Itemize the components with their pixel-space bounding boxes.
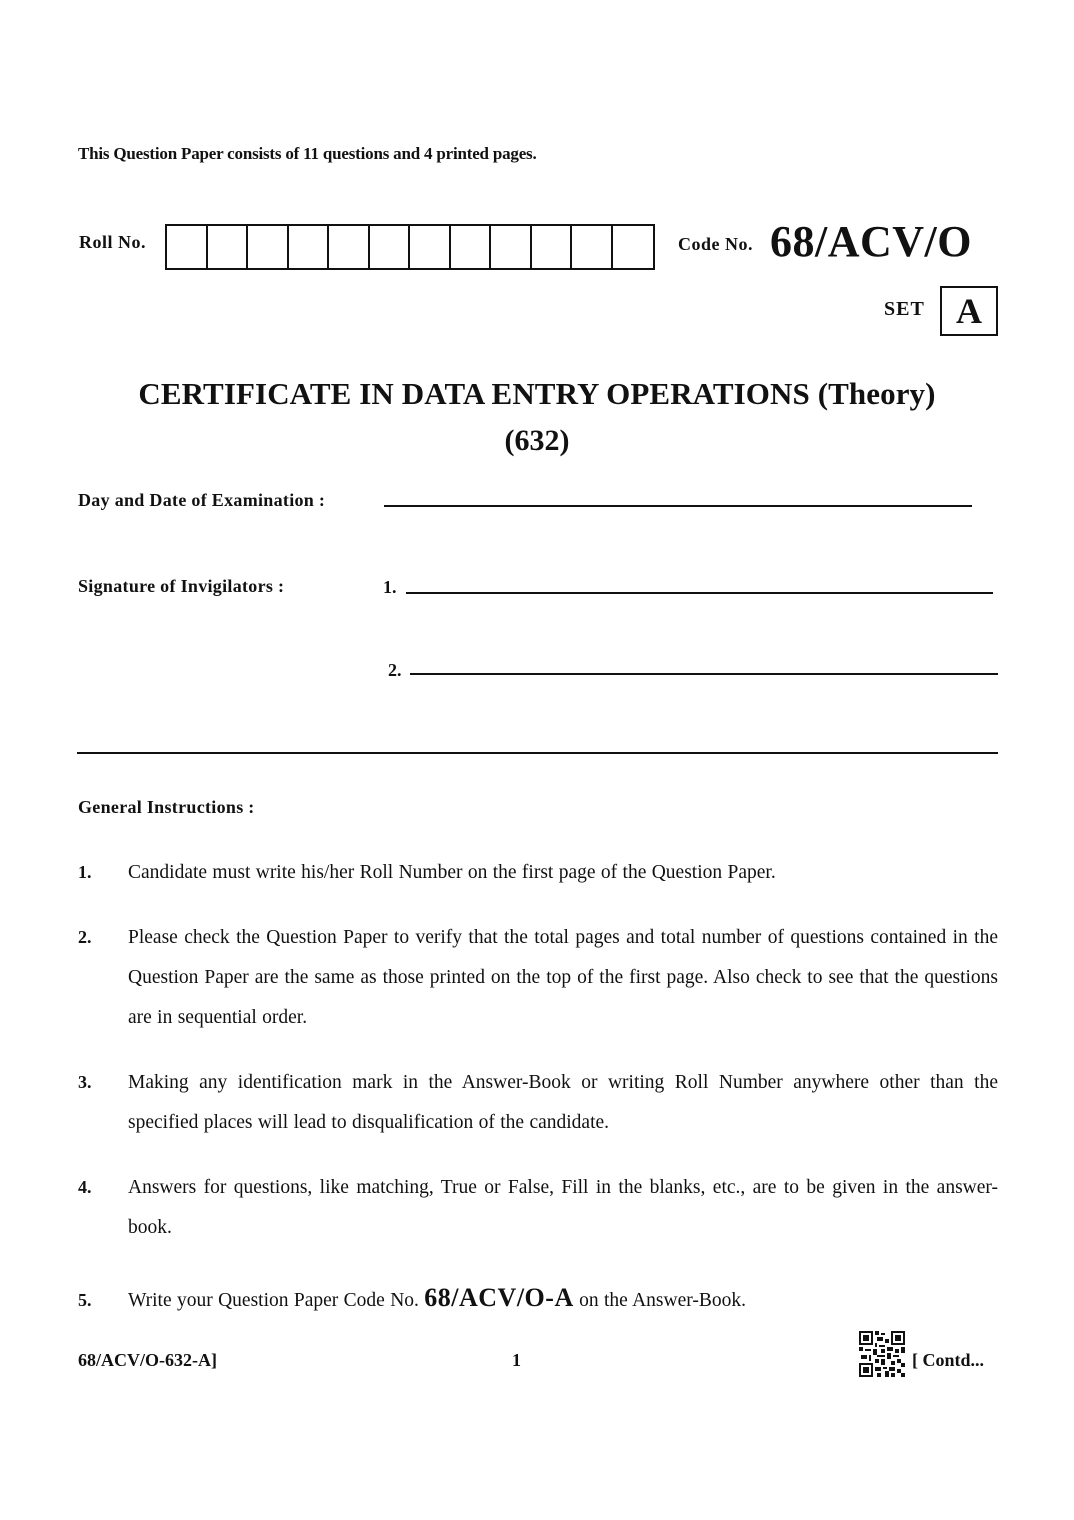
instructions-heading: General Instructions :: [78, 797, 255, 817]
set-label: SET: [884, 298, 925, 320]
code-no-label: Code No.: [678, 234, 753, 254]
answer-book-code: 68/ACV/O-A: [424, 1283, 574, 1312]
instruction-text: Candidate must write his/her Roll Number on the first page of the Question Paper.: [128, 862, 776, 883]
signature-2-line[interactable]: [410, 673, 998, 675]
roll-no-box[interactable]: [451, 226, 492, 268]
instruction-number: 3.: [78, 1072, 92, 1092]
roll-no-box[interactable]: [572, 226, 613, 268]
qr-code-icon: [859, 1331, 905, 1377]
roll-no-box[interactable]: [370, 226, 411, 268]
instruction-number: 4.: [78, 1177, 92, 1197]
exam-subject-code: (632): [504, 424, 570, 457]
invigilator-signature-label: Signature of Invigilators :: [78, 576, 285, 596]
section-divider: [77, 752, 998, 754]
set-value-box: A: [940, 286, 998, 336]
signature-1-number: 1.: [383, 577, 397, 597]
roll-no-box[interactable]: [532, 226, 573, 268]
instruction-text: Making any identification mark in the Answer-Book or writing Roll Number anywhere other than the specified places will lead to disqualification of the candidate.: [128, 1072, 998, 1133]
paper-info-note: This Question Paper consists of 11 questions and 4 printed pages.: [78, 144, 537, 163]
instruction-number: 5.: [78, 1290, 92, 1310]
instruction-text: [128, 1278, 998, 1321]
roll-no-label: Roll No.: [79, 232, 146, 252]
roll-no-box[interactable]: [329, 226, 370, 268]
signature-1-line[interactable]: [406, 592, 993, 594]
roll-no-box[interactable]: [491, 226, 532, 268]
instruction-number: 2.: [78, 927, 92, 947]
signature-2-number: 2.: [388, 660, 402, 680]
continued-marker: [ Contd...: [912, 1350, 985, 1370]
roll-no-box[interactable]: [289, 226, 330, 268]
footer-paper-code: 68/ACV/O-632-A]: [78, 1350, 217, 1370]
roll-no-boxes[interactable]: [165, 224, 655, 270]
roll-no-box[interactable]: [167, 226, 208, 268]
instruction-number: 1.: [78, 862, 92, 882]
roll-no-box[interactable]: [208, 226, 249, 268]
page-number: 1: [512, 1350, 521, 1370]
exam-date-label: Day and Date of Examination :: [78, 490, 326, 510]
instruction-text-before: Write your Question Paper Code No.: [128, 1290, 419, 1311]
exam-title: CERTIFICATE IN DATA ENTRY OPERATIONS (Theory): [138, 376, 936, 411]
exam-date-line[interactable]: [384, 505, 972, 507]
roll-no-box[interactable]: [613, 226, 654, 268]
instruction-text-after: on the Answer-Book.: [579, 1290, 746, 1311]
code-no-value: 68/ACV/O: [770, 217, 972, 266]
roll-no-box[interactable]: [410, 226, 451, 268]
roll-no-box[interactable]: [248, 226, 289, 268]
instruction-text: Answers for questions, like matching, True or False, Fill in the blanks, etc., are to be given in the answer-book.: [128, 1177, 998, 1238]
instruction-text: Please check the Question Paper to verify that the total pages and total number of questions contained in the Question Paper are the same as those printed on the top of the first page. Also check to see that the questions are in sequential order.: [128, 927, 998, 1028]
